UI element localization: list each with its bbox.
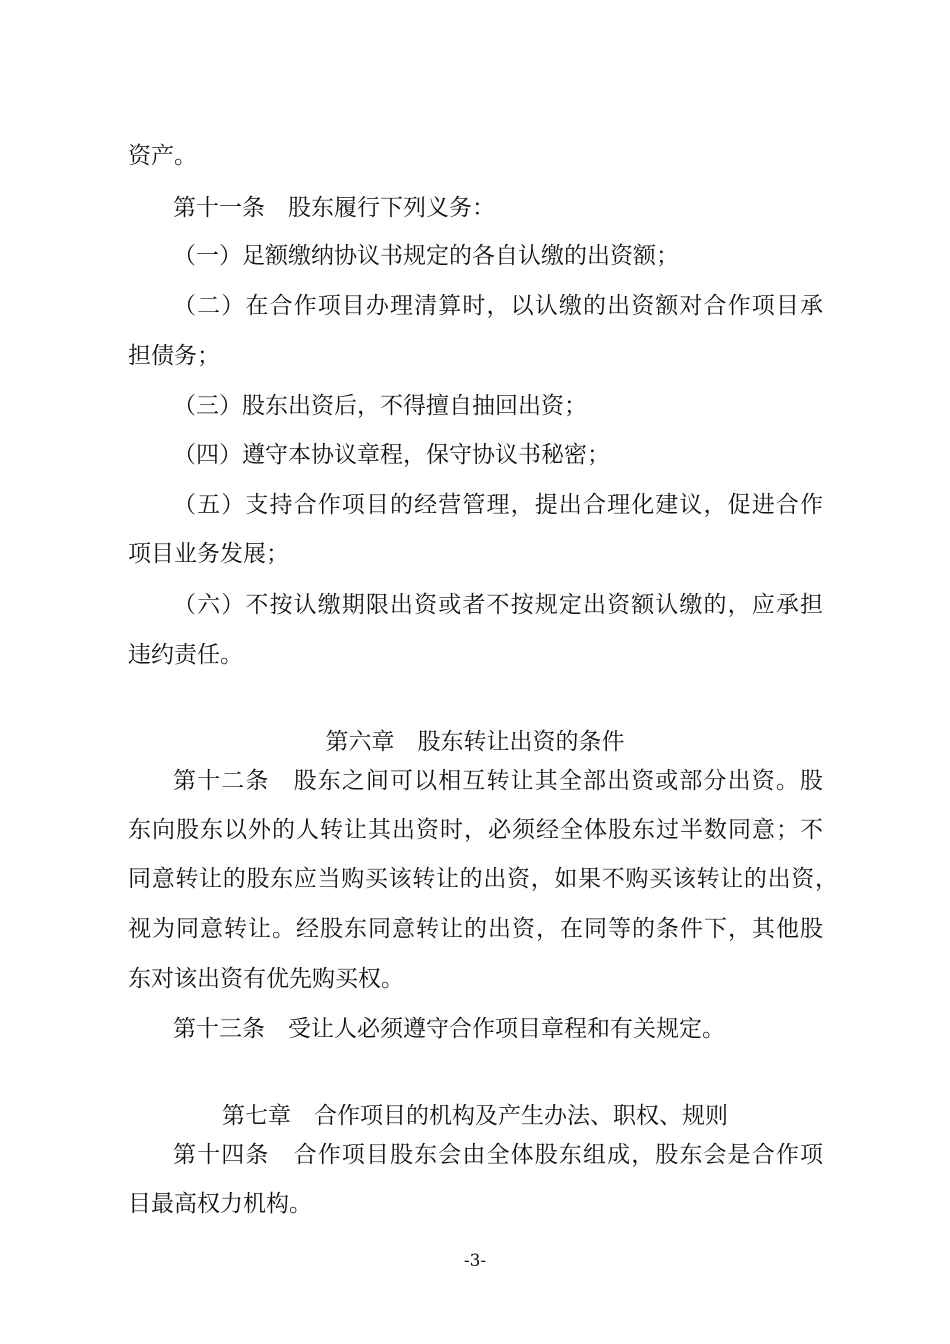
obligation-3: （三）股东出资后，不得擅自抽回出资； xyxy=(173,393,587,419)
obligation-6: （六）不按认缴期限出资或者不按规定出资额认缴的，应承担 xyxy=(173,592,823,618)
article-12-line-3: 同意转让的股东应当购买该转让的出资，如果不购买该转让的出资， xyxy=(128,866,838,892)
page-number: -3- xyxy=(463,1251,487,1271)
obligation-6-cont: 违约责任。 xyxy=(128,642,243,668)
obligation-5-cont: 项目业务发展； xyxy=(128,541,289,567)
chapter-7-title: 第七章 合作项目的机构及产生办法、职权、规则 xyxy=(222,1103,728,1129)
body-line: 资产。 xyxy=(128,143,197,169)
chapter-6-title: 第六章 股东转让出资的条件 xyxy=(325,729,625,755)
obligation-2: （二）在合作项目办理清算时，以认缴的出资额对合作项目承 xyxy=(173,293,823,319)
article-13: 第十三条 受让人必须遵守合作项目章程和有关规定。 xyxy=(173,1016,725,1042)
obligation-2-cont: 担债务； xyxy=(128,343,220,369)
article-12-line-2: 东向股东以外的人转让其出资时，必须经全体股东过半数同意；不 xyxy=(128,817,823,843)
article-12-line-4: 视为同意转让。经股东同意转让的出资，在同等的条件下，其他股 xyxy=(128,916,823,942)
article-14-line-2: 目最高权力机构。 xyxy=(128,1191,312,1217)
obligation-1: （一）足额缴纳协议书规定的各自认缴的出资额； xyxy=(173,243,679,269)
obligation-5: （五）支持合作项目的经营管理，提出合理化建议，促进合作 xyxy=(173,492,823,518)
article-11-heading: 第十一条 股东履行下列义务： xyxy=(173,195,495,221)
obligation-4: （四）遵守本协议章程，保守协议书秘密； xyxy=(173,442,610,468)
article-12-line-1: 第十二条 股东之间可以相互转让其全部出资或部分出资。股 xyxy=(173,768,823,794)
article-14-line-1: 第十四条 合作项目股东会由全体股东组成，股东会是合作项 xyxy=(173,1142,823,1168)
article-12-line-5: 东对该出资有优先购买权。 xyxy=(128,966,404,992)
